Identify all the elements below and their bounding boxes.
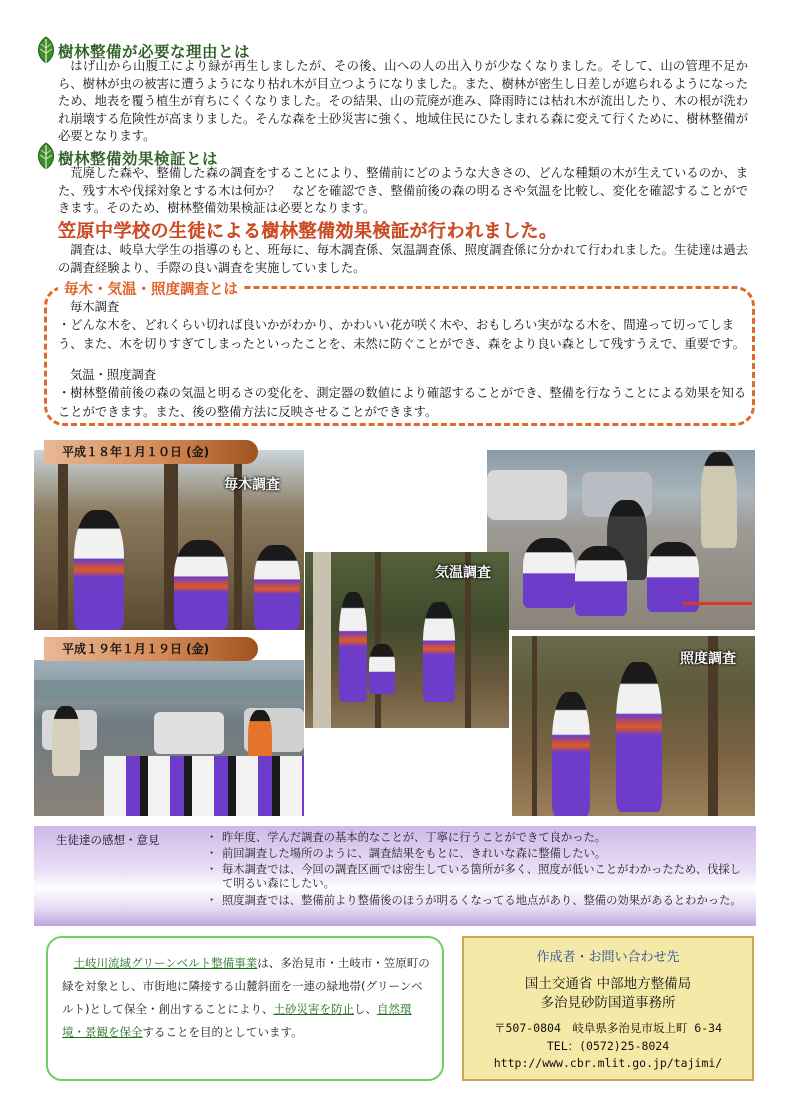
tree-survey-heading: 毎木調査 <box>70 300 120 314</box>
leaf-icon <box>34 142 58 172</box>
leaf-icon <box>34 36 58 66</box>
survey-box-title: 毎木・気温・照度調査とは <box>58 278 244 299</box>
photo-group-parking <box>487 450 755 630</box>
contact-org-office: 多治見砂防国道事務所 <box>540 995 676 1011</box>
photo-tree-survey <box>34 450 304 630</box>
greenbelt-project-name: 土岐川流域グリーンベルト整備事業 <box>73 956 258 970</box>
contact-org-bureau: 国土交通省 中部地方整備局 <box>524 976 692 992</box>
comments-label: 生徒達の感想・意見 <box>56 833 160 847</box>
headline: 笠原中学校の生徒による樹林整備効果検証が行われました。 <box>58 221 558 242</box>
intro-text: 調査は、岐阜大学生の指導のもと、班毎に、毎木調査係、気温調査係、照度調査係に分かれて行われました。生徒達は過去の調査経験より、手際の良い調査を実施していました。 <box>58 243 748 275</box>
temp-survey-body: ・樹林整備前後の森の気温と明るさの変化を、測定器の数値により確認することができ、整備を行なうことによる効果を知ることができます。また、後の整備方法に反映させることができます。 <box>58 386 747 419</box>
temp-survey-heading: 気温・照度調査 <box>70 368 157 382</box>
comment-item: ・ 照度調査では、整備前より整備後のほうが明るくなってる地点があり、整備の効果があるとわかった。 <box>206 894 742 907</box>
date-banner-2007: 平成１９年１月１９日 (金) <box>44 637 258 661</box>
photo-temperature-survey <box>305 552 509 728</box>
contact-phone: TEL：(0572)25-8024 <box>546 1039 670 1053</box>
comment-item: ・ 毎木調査では、今回の調査区画では密生している箇所が多く、照度が低いことがわかったため、伐採して明るい森にしたい。 <box>206 863 741 890</box>
tree-survey-body: ・どんな木を、どれくらい切れば良いかがわかり、かわいい花が咲く木や、おもしろい実がなる木を、間違って切ってしまう、また、木を切りすぎてしまったといったことを、未然に防ぐことができ、森をより良い森として残すうえで、重要です。 <box>58 318 745 351</box>
date-banner-2006: 平成１８年１月１０日 (金) <box>44 440 258 464</box>
contact-box <box>462 936 754 1081</box>
greenbelt-text: 土岐川流域グリーンベルト整備事業は、多治見市・土岐市・笠原町の緑を対象とし、市街地に隣接する山麓斜面を一連の緑地帯(グリーンベルト)として保全・創出することにより、土砂災害を防止し、自然環境・景観を保全することを目的としています。 <box>62 956 430 1039</box>
photo-light-survey <box>512 636 755 816</box>
section-body-verification: 荒廃した森や、整備した森の調査をすることにより、整備前にどのような大きさの、どんな種類の木が生えているのか、また、残す木や伐採対象とする木は何か？ などを確認でき、整備前後の森の明るさや気温を比較し、変化を確認することができます。そのため、樹林整備効果検証は必要となります。 <box>58 166 748 215</box>
photo-label-tree: 毎木調査 <box>224 477 280 493</box>
section-body-why: はげ山から山腹工により緑が再生しましたが、その後、山への人の出入りが少なくなりました。そして、山の管理不足から、樹林が虫の被害に遭うようになり枯れ木が目立つようになりました。また、樹林が密生し日差しが遮られるようになったため、地表を覆う植生が育ちにくくなりました。その結果、山の荒廃が進み、降雨時には枯れ木が流出したり、木の根が洗われ崩壊する危険性が高まりました。そんな森を土砂災害に強く、地域住民にひたしまれる森に変えて行くために、樹林整備が必要となります。 <box>58 59 748 143</box>
comment-item: ・ 前回調査した場所のように、調査結果をもとに、きれいな森に整備したい。 <box>206 847 607 860</box>
contact-title: 作成者・お問い合わせ先 <box>536 950 680 965</box>
section-title-verification: 樹林整備効果検証とは <box>58 150 219 168</box>
photo-label-temp: 気温調査 <box>435 565 491 581</box>
section-title-why: 樹林整備が必要な理由とは <box>58 43 251 61</box>
photo-label-light: 照度調査 <box>680 651 736 667</box>
greenbelt-highlight-environment: 自然環境・景観を保全 <box>62 1002 412 1039</box>
student-comments <box>34 826 756 926</box>
comment-item: ・ 昨年度、学んだ調査の基本的なことが、丁寧に行うことができて良かった。 <box>206 831 607 844</box>
contact-address: 〒507-0804 岐阜県多治見市坂上町 6-34 <box>493 1021 722 1035</box>
photo-group-seated <box>34 660 304 816</box>
greenbelt-highlight-disaster: 土砂災害を防止 <box>273 1002 354 1016</box>
contact-url[interactable]: http://www.cbr.mlit.go.jp/tajimi/ <box>493 1056 723 1070</box>
